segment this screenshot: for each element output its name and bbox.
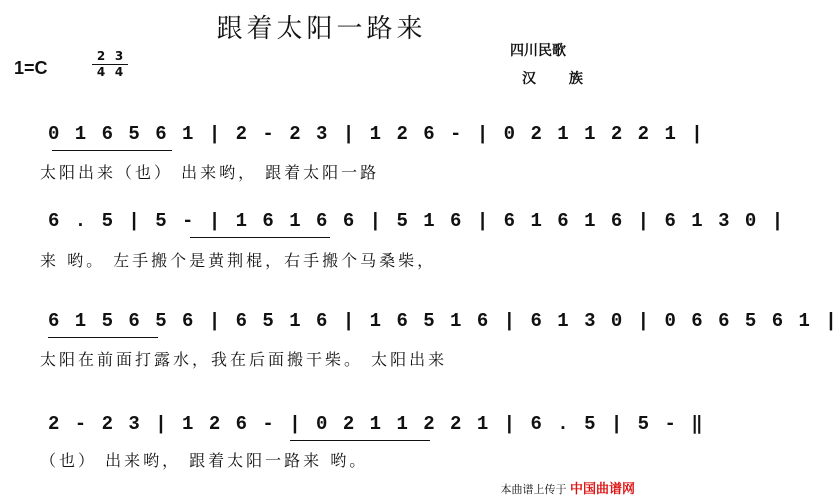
staff-row-4 xyxy=(0,408,705,440)
beam-3 xyxy=(48,337,158,338)
footer-text: 本曲谱上传于 xyxy=(500,483,567,496)
time-b-bottom: 4 xyxy=(114,65,124,79)
source-ethnicity: 汉 族 xyxy=(522,71,597,87)
time-a-top: 2 xyxy=(96,49,106,63)
notes-row-1: 0 1 6 5 6 1 | 2 - 2 3 | 1 2 6 - | 0 2 1 1 2 2 1 | xyxy=(48,123,705,145)
score-title: 跟着太阳一路来 xyxy=(216,14,427,44)
notes-row-2: 6 . 5 | 5 - | 1 6 1 6 6 | 5 1 6 | 6 1 6 1 6 | 6 1 3 0 | xyxy=(48,210,786,232)
source-region: 四川民歌 xyxy=(510,43,566,59)
time-signature xyxy=(92,50,128,79)
lyrics-row-4: （也） 出来哟， 跟着太阳一路来 哟。 xyxy=(40,451,369,470)
beam-4 xyxy=(290,440,430,441)
key-signature: 1=C xyxy=(14,58,48,78)
notes-row-3: 6 1 5 6 5 6 | 6 5 1 6 | 1 6 5 1 6 | 6 1 3 0 | 0 6 6 5 6 1 | xyxy=(48,310,839,332)
footer-brand: 中国曲谱网 xyxy=(569,482,635,497)
lyrics-row-3: 太阳在前面打露水，我在后面搬干柴。 太阳出来 xyxy=(40,350,448,369)
staff-row-3 xyxy=(0,305,839,337)
lyrics-row-2: 来 哟。 左手搬个是黄荆棍，右手搬个马桑柴， xyxy=(40,251,437,270)
lyrics-row-1: 太阳出来（也） 出来哟， 跟着太阳一路 xyxy=(40,163,380,182)
footer-attribution xyxy=(500,478,635,497)
notes-row-4: 2 - 2 3 | 1 2 6 - | 0 2 1 1 2 2 1 | 6 . 5 | 5 - ‖ xyxy=(48,413,705,435)
time-b-top: 3 xyxy=(114,49,124,63)
beam-1 xyxy=(52,150,172,151)
beam-2 xyxy=(190,237,330,238)
time-a-bottom: 4 xyxy=(96,65,106,79)
staff-row-2 xyxy=(0,205,786,237)
staff-row-1 xyxy=(0,118,705,150)
